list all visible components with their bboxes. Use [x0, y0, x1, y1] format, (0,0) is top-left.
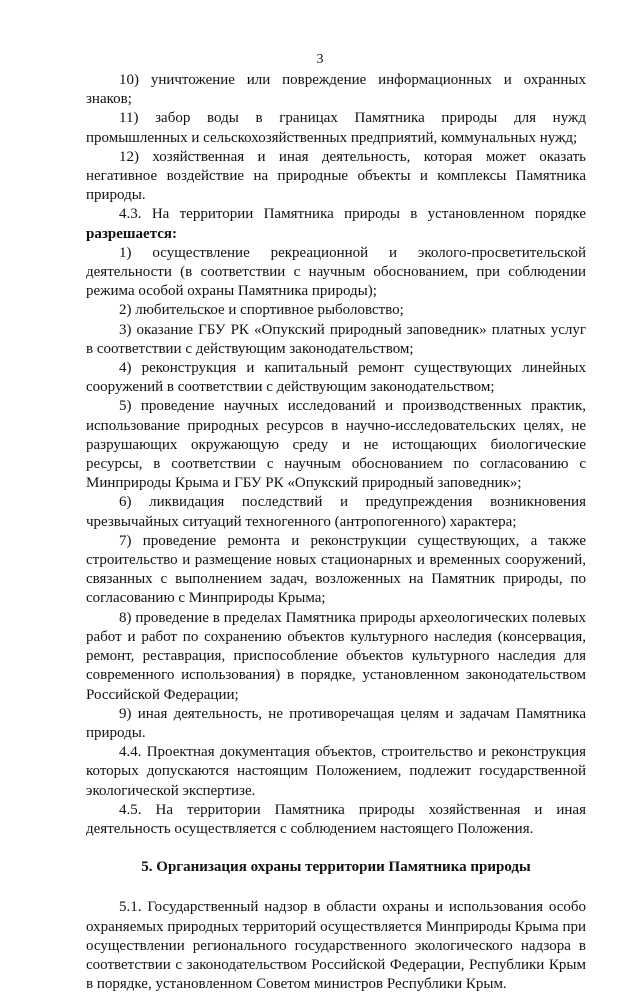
permitted-item-7: 7) проведение ремонта и реконструкции существующих, а также строительство и размещение новых стационарных и временных сооружений, связанных с выполнением задач, возложенных на Памятник природы, по согласованию с Минприроды Крыма; — [86, 532, 586, 607]
document-body — [86, 71, 586, 994]
permitted-item-4: 4) реконструкция и капитальный ремонт существующих линейных сооружений в соответствии с действующим законодательством; — [86, 360, 586, 396]
page-number: 3 — [316, 52, 324, 67]
clause-5-1: 5.1. Государственный надзор в области охраны и использования особо охраняемых природных территорий осуществляется Минприроды Крыма при осуществлении регионального государственного экологического надзора в соответствии с законодательством Российской Федерации, Республики Крым в порядке, установленном Советом министров Республики Крым. — [86, 899, 586, 993]
clause-4-5: 4.5. На территории Памятника природы хозяйственная и иная деятельность осуществляется с соблюдением настоящего Положения. — [86, 801, 586, 837]
prohibition-item-10: 10) уничтожение или повреждение информационных и охранных знаков; — [86, 72, 586, 108]
clause-4-3-permitted: разрешается: — [86, 225, 178, 242]
permitted-item-8: 8) проведение в пределах Памятника природы археологических полевых работ и работ по сохранению объектов культурного наследия (консервация, ремонт, реставрация, приспособление объектов культурного наследия для современного использования) в порядке, установленном законодательством Российской Федерации; — [86, 609, 586, 703]
clause-4-4: 4.4. Проектная документация объектов, строительство и реконструкция которых допускаются настоящим Положением, подлежит государственной экологической экспертизе. — [86, 744, 586, 799]
section-5-heading: 5. Организация охраны территории Памятника природы — [141, 859, 531, 876]
clause-4-3 — [86, 205, 586, 243]
prohibition-item-11: 11) забор воды в границах Памятника природы для нужд промышленных и сельскохозяйственных предприятий, коммунальных нужд; — [86, 110, 586, 146]
permitted-item-3: 3) оказание ГБУ РК «Опукский природный заповедник» платных услуг в соответствии с действующим законодательством; — [86, 321, 586, 357]
prohibition-item-12: 12) хозяйственная и иная деятельность, которая может оказать негативное воздействие на природные объекты и комплексы Памятника природы. — [86, 148, 586, 204]
clause-4-3-intro: 4.3. На территории Памятника природы в установленном порядке — [119, 206, 586, 223]
permitted-item-9: 9) иная деятельность, не противоречащая целям и задачам Памятника природы. — [86, 705, 586, 741]
permitted-item-1: 1) осуществление рекреационной и эколого-просветительской деятельности (в соответствии с научным обоснованием, при соблюдении режима особой охраны Памятника природы); — [86, 244, 586, 300]
permitted-item-2: 2) любительское и спортивное рыболовство; — [119, 302, 404, 319]
permitted-item-5: 5) проведение научных исследований и производственных практик, использование природных ресурсов в научно-исследовательских целях, не разрушающих окружающую среду и не истощающих биологические ресурсы, в соответствии с научным обоснованием по согласованию с Минприроды Крыма и ГБУ РК «Опукский природный заповедник»; — [86, 398, 586, 492]
permitted-item-6: 6) ликвидация последствий и предупреждения возникновения чрезвычайных ситуаций техногенного (антропогенного) характера; — [86, 494, 586, 530]
